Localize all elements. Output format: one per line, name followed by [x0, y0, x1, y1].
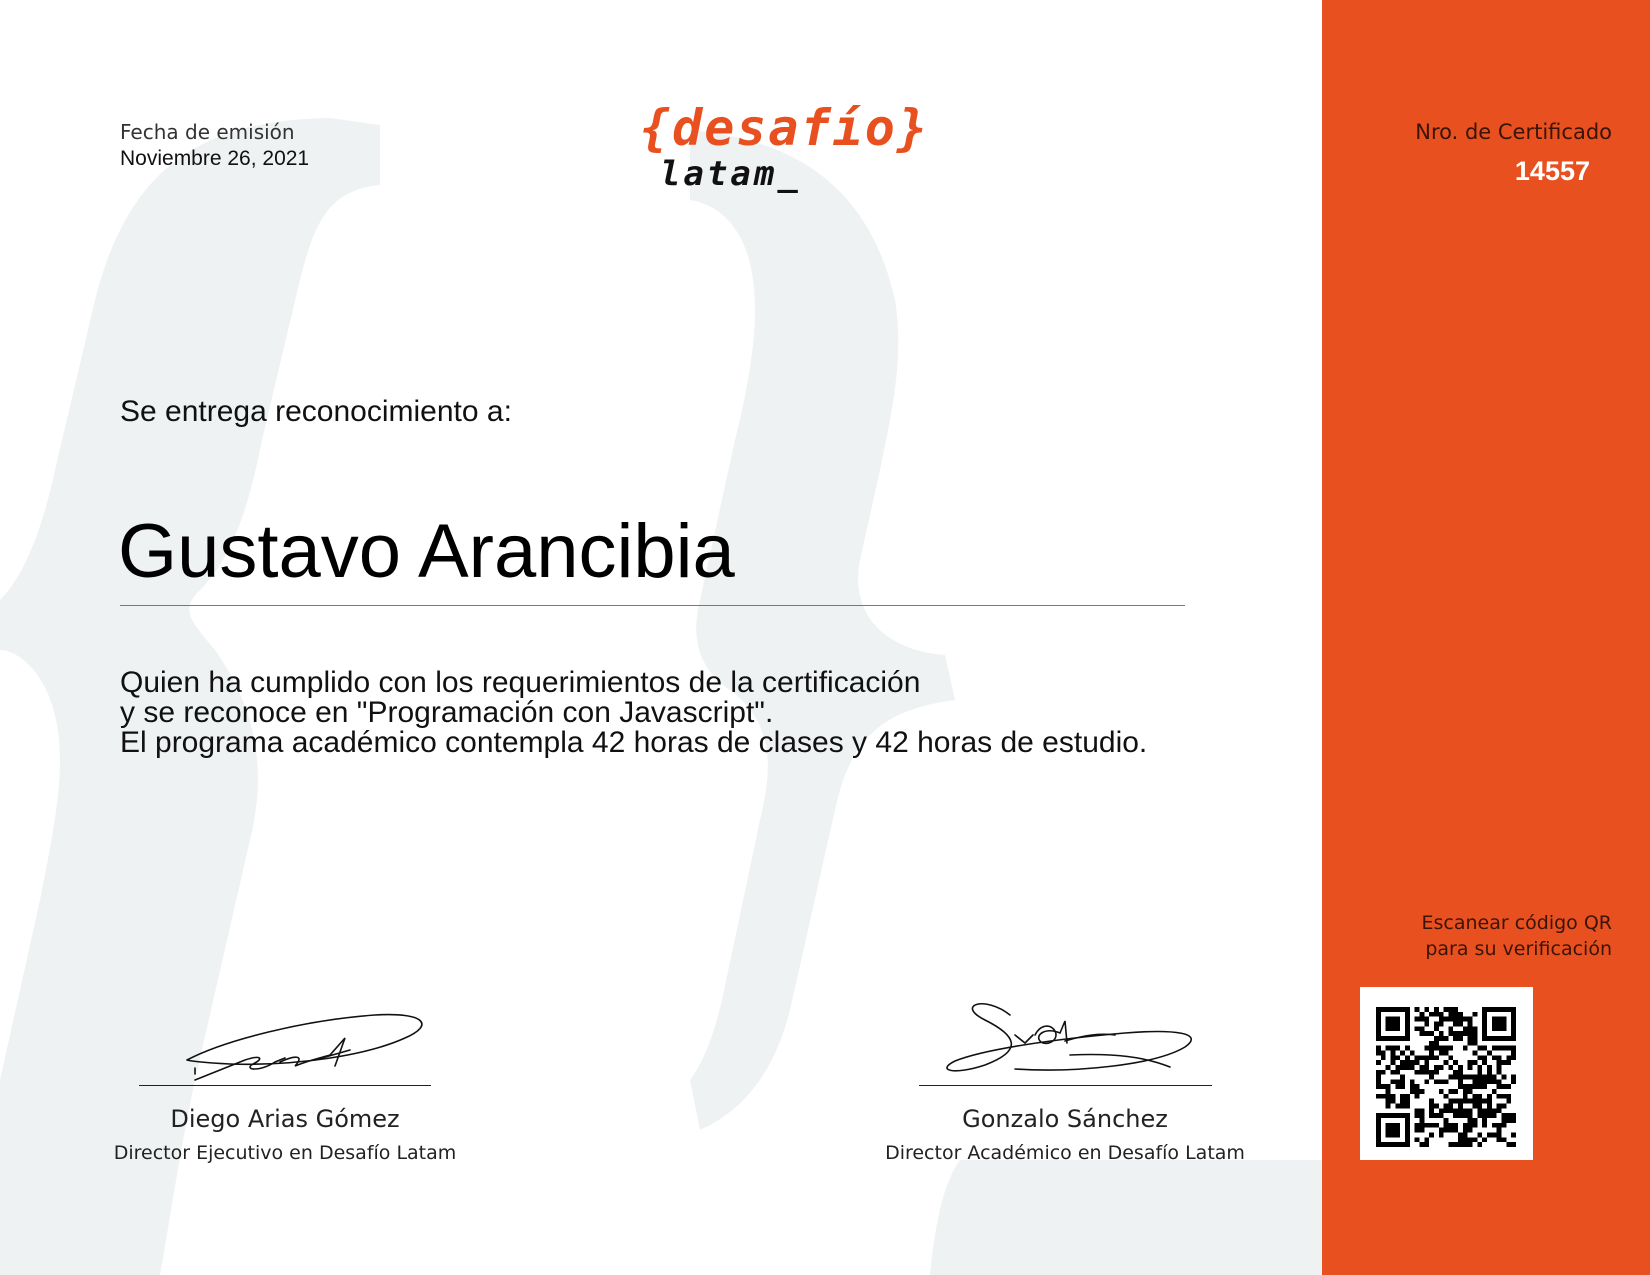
- description-line: El programa académico contempla 42 horas de clases y 42 horas de estudio.: [120, 726, 1148, 759]
- qr-caption-line: Escanear código QR: [1421, 912, 1612, 934]
- signature-line: [919, 1085, 1212, 1086]
- qr-code-icon: [1376, 1007, 1516, 1147]
- description: [120, 668, 1147, 758]
- logo-brand-top: {desafío}: [640, 99, 929, 157]
- certificate-number: [1322, 118, 1650, 187]
- logo-brand-bottom: latam_: [660, 154, 801, 194]
- signature-academic-icon: [915, 995, 1215, 1085]
- signer-name: Diego Arias Gómez: [170, 1105, 400, 1133]
- signature-line: [139, 1085, 431, 1086]
- qr-code[interactable]: [1360, 987, 1533, 1160]
- recipient-name: Gustavo Arancibia: [118, 509, 735, 594]
- qr-caption: [1322, 910, 1650, 962]
- signature-block-executive: [110, 1000, 460, 1166]
- signature-block-academic: [880, 995, 1250, 1166]
- issue-date-value: Noviembre 26, 2021: [120, 147, 310, 170]
- certificate-number-value: 14557: [1514, 156, 1590, 186]
- signature-executive-icon: [135, 1000, 435, 1085]
- desafio-latam-logo: [640, 99, 929, 194]
- signer-title: Director Ejecutivo en Desafío Latam: [113, 1142, 457, 1164]
- issue-date-label: Fecha de emisión: [120, 120, 295, 144]
- intro-text: Se entrega reconocimiento a:: [120, 395, 512, 428]
- name-underline: [120, 605, 1185, 606]
- qr-caption-line: para su verificación: [1425, 938, 1612, 960]
- issue-date: [120, 118, 309, 172]
- signer-title: Director Académico en Desafío Latam: [885, 1142, 1245, 1164]
- description-line: Quien ha cumplido con los requerimientos de la certificación: [120, 666, 921, 699]
- description-line: y se reconoce en "Programación con Javascript".: [120, 696, 774, 729]
- signer-name: Gonzalo Sánchez: [962, 1105, 1168, 1133]
- certificate-number-label: Nro. de Certificado: [1415, 120, 1612, 144]
